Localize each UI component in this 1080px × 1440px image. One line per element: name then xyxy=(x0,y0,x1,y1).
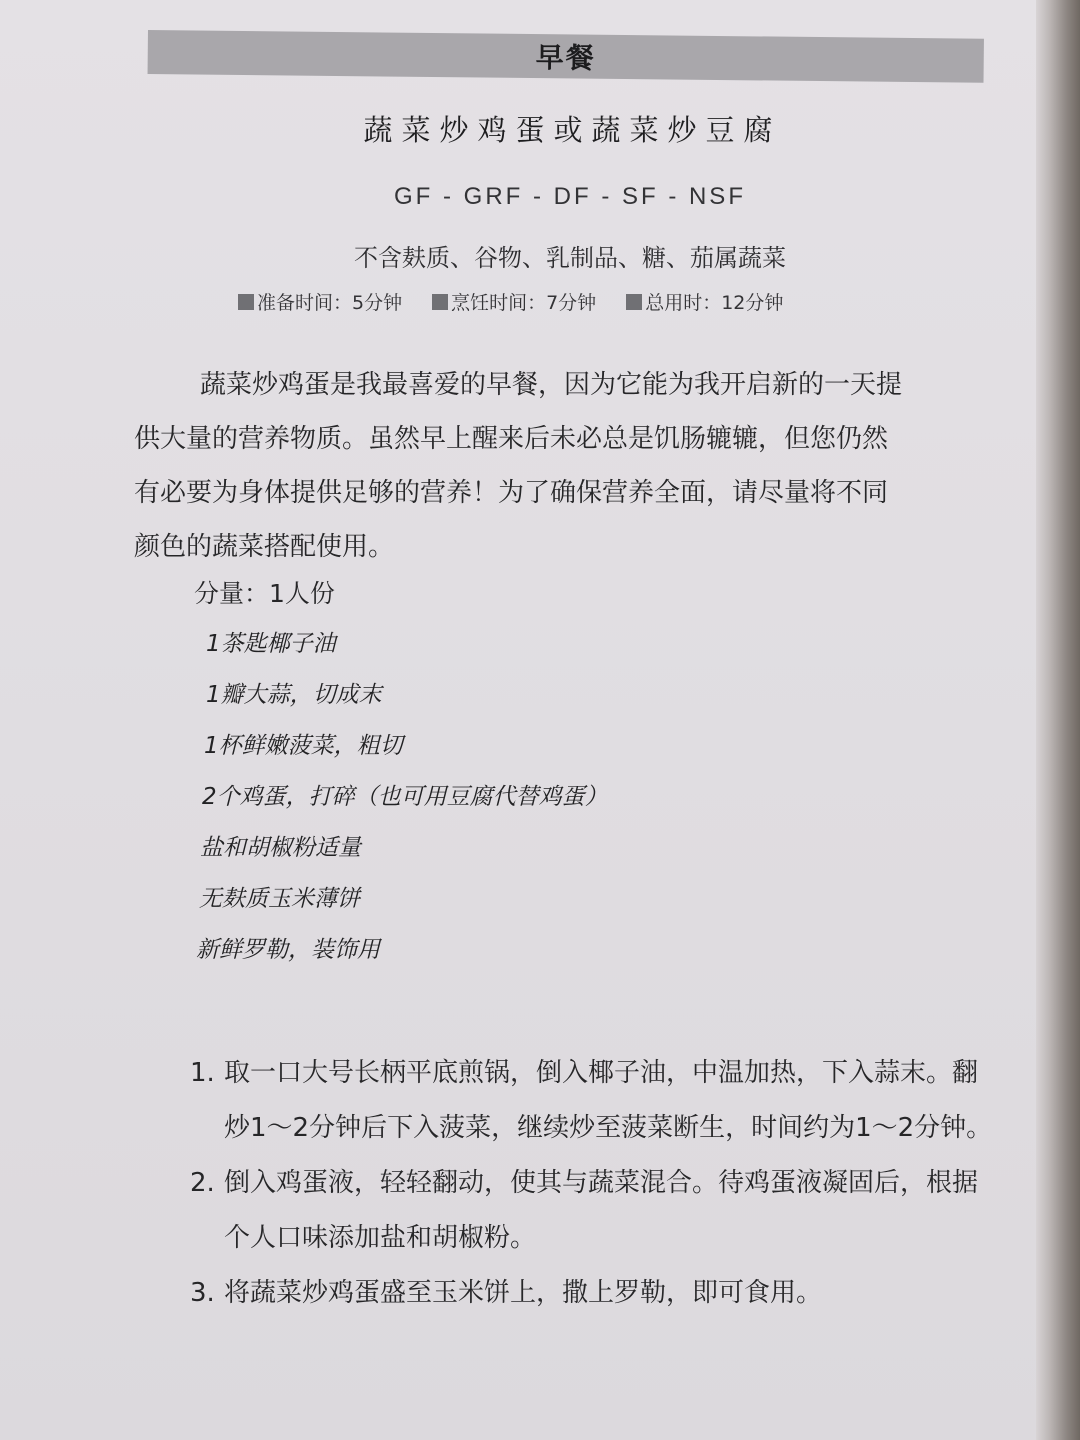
intro-paragraph xyxy=(134,358,994,574)
ingredient-item: 1茶匙椰子油 xyxy=(206,631,336,657)
step-number: 1. xyxy=(190,1058,215,1088)
step-text: 将蔬菜炒鸡蛋盛至玉米饼上，撒上罗勒，即可食用。 xyxy=(224,1278,823,1308)
cook-time xyxy=(432,288,596,315)
ingredient-list xyxy=(196,624,796,981)
square-bullet-icon xyxy=(432,294,448,310)
free-of-statement: 不含麸质、谷物、乳制品、糖、茄属蔬菜 xyxy=(354,244,786,272)
diet-tags: GF - GRF - DF - SF - NSF xyxy=(394,183,746,210)
ingredient-item: 1杯鲜嫩菠菜，粗切 xyxy=(204,733,403,759)
intro-line: 颜色的蔬菜搭配使用。 xyxy=(134,532,395,562)
ingredient-item: 无麸质玉米薄饼 xyxy=(199,886,360,912)
prep-time-text: 准备时间：5分钟 xyxy=(257,292,403,314)
recipe-title: 蔬菜炒鸡蛋或蔬菜炒豆腐 xyxy=(363,113,782,147)
section-label: 早餐 xyxy=(535,41,596,75)
square-bullet-icon xyxy=(238,294,254,310)
intro-line: 蔬菜炒鸡蛋是我最喜爱的早餐，因为它能为我开启新的一天提 xyxy=(200,370,903,400)
step-item xyxy=(190,1046,1010,1156)
ingredient-item: 新鲜罗勒，装饰用 xyxy=(196,937,380,963)
step-item xyxy=(190,1266,1010,1321)
servings: 分量：1人份 xyxy=(194,579,335,608)
ingredient-item: 1瓣大蒜，切成末 xyxy=(206,682,382,708)
step-list xyxy=(190,1046,1010,1321)
step-text: 取一口大号长柄平底煎锅，倒入椰子油，中温加热，下入蒜末。翻炒1～2分钟后下入菠菜，继续炒至菠菜断生，时间约为1～2分钟。 xyxy=(224,1058,993,1143)
book-spine-shadow xyxy=(1036,0,1080,1440)
intro-line: 有必要为身体提供足够的营养！为了确保营养全面，请尽量将不同 xyxy=(134,478,889,508)
intro-line: 供大量的营养物质。虽然早上醒来后未必总是饥肠辘辘，但您仍然 xyxy=(134,424,889,454)
step-number: 2. xyxy=(190,1168,215,1198)
step-number: 3. xyxy=(190,1278,215,1308)
square-bullet-icon xyxy=(626,294,642,310)
ingredient-item: 盐和胡椒粉适量 xyxy=(200,835,361,861)
total-time xyxy=(626,288,783,315)
section-header-bar xyxy=(148,30,984,83)
step-item xyxy=(190,1156,1010,1266)
ingredient-item: 2个鸡蛋，打碎（也可用豆腐代替鸡蛋） xyxy=(202,784,608,810)
step-text: 倒入鸡蛋液，轻轻翻动，使其与蔬菜混合。待鸡蛋液凝固后，根据个人口味添加盐和胡椒粉。 xyxy=(224,1168,979,1253)
prep-time xyxy=(238,288,402,315)
timing-row xyxy=(238,288,918,315)
total-time-text: 总用时：12分钟 xyxy=(645,292,784,314)
cook-time-text: 烹饪时间：7分钟 xyxy=(451,292,597,314)
